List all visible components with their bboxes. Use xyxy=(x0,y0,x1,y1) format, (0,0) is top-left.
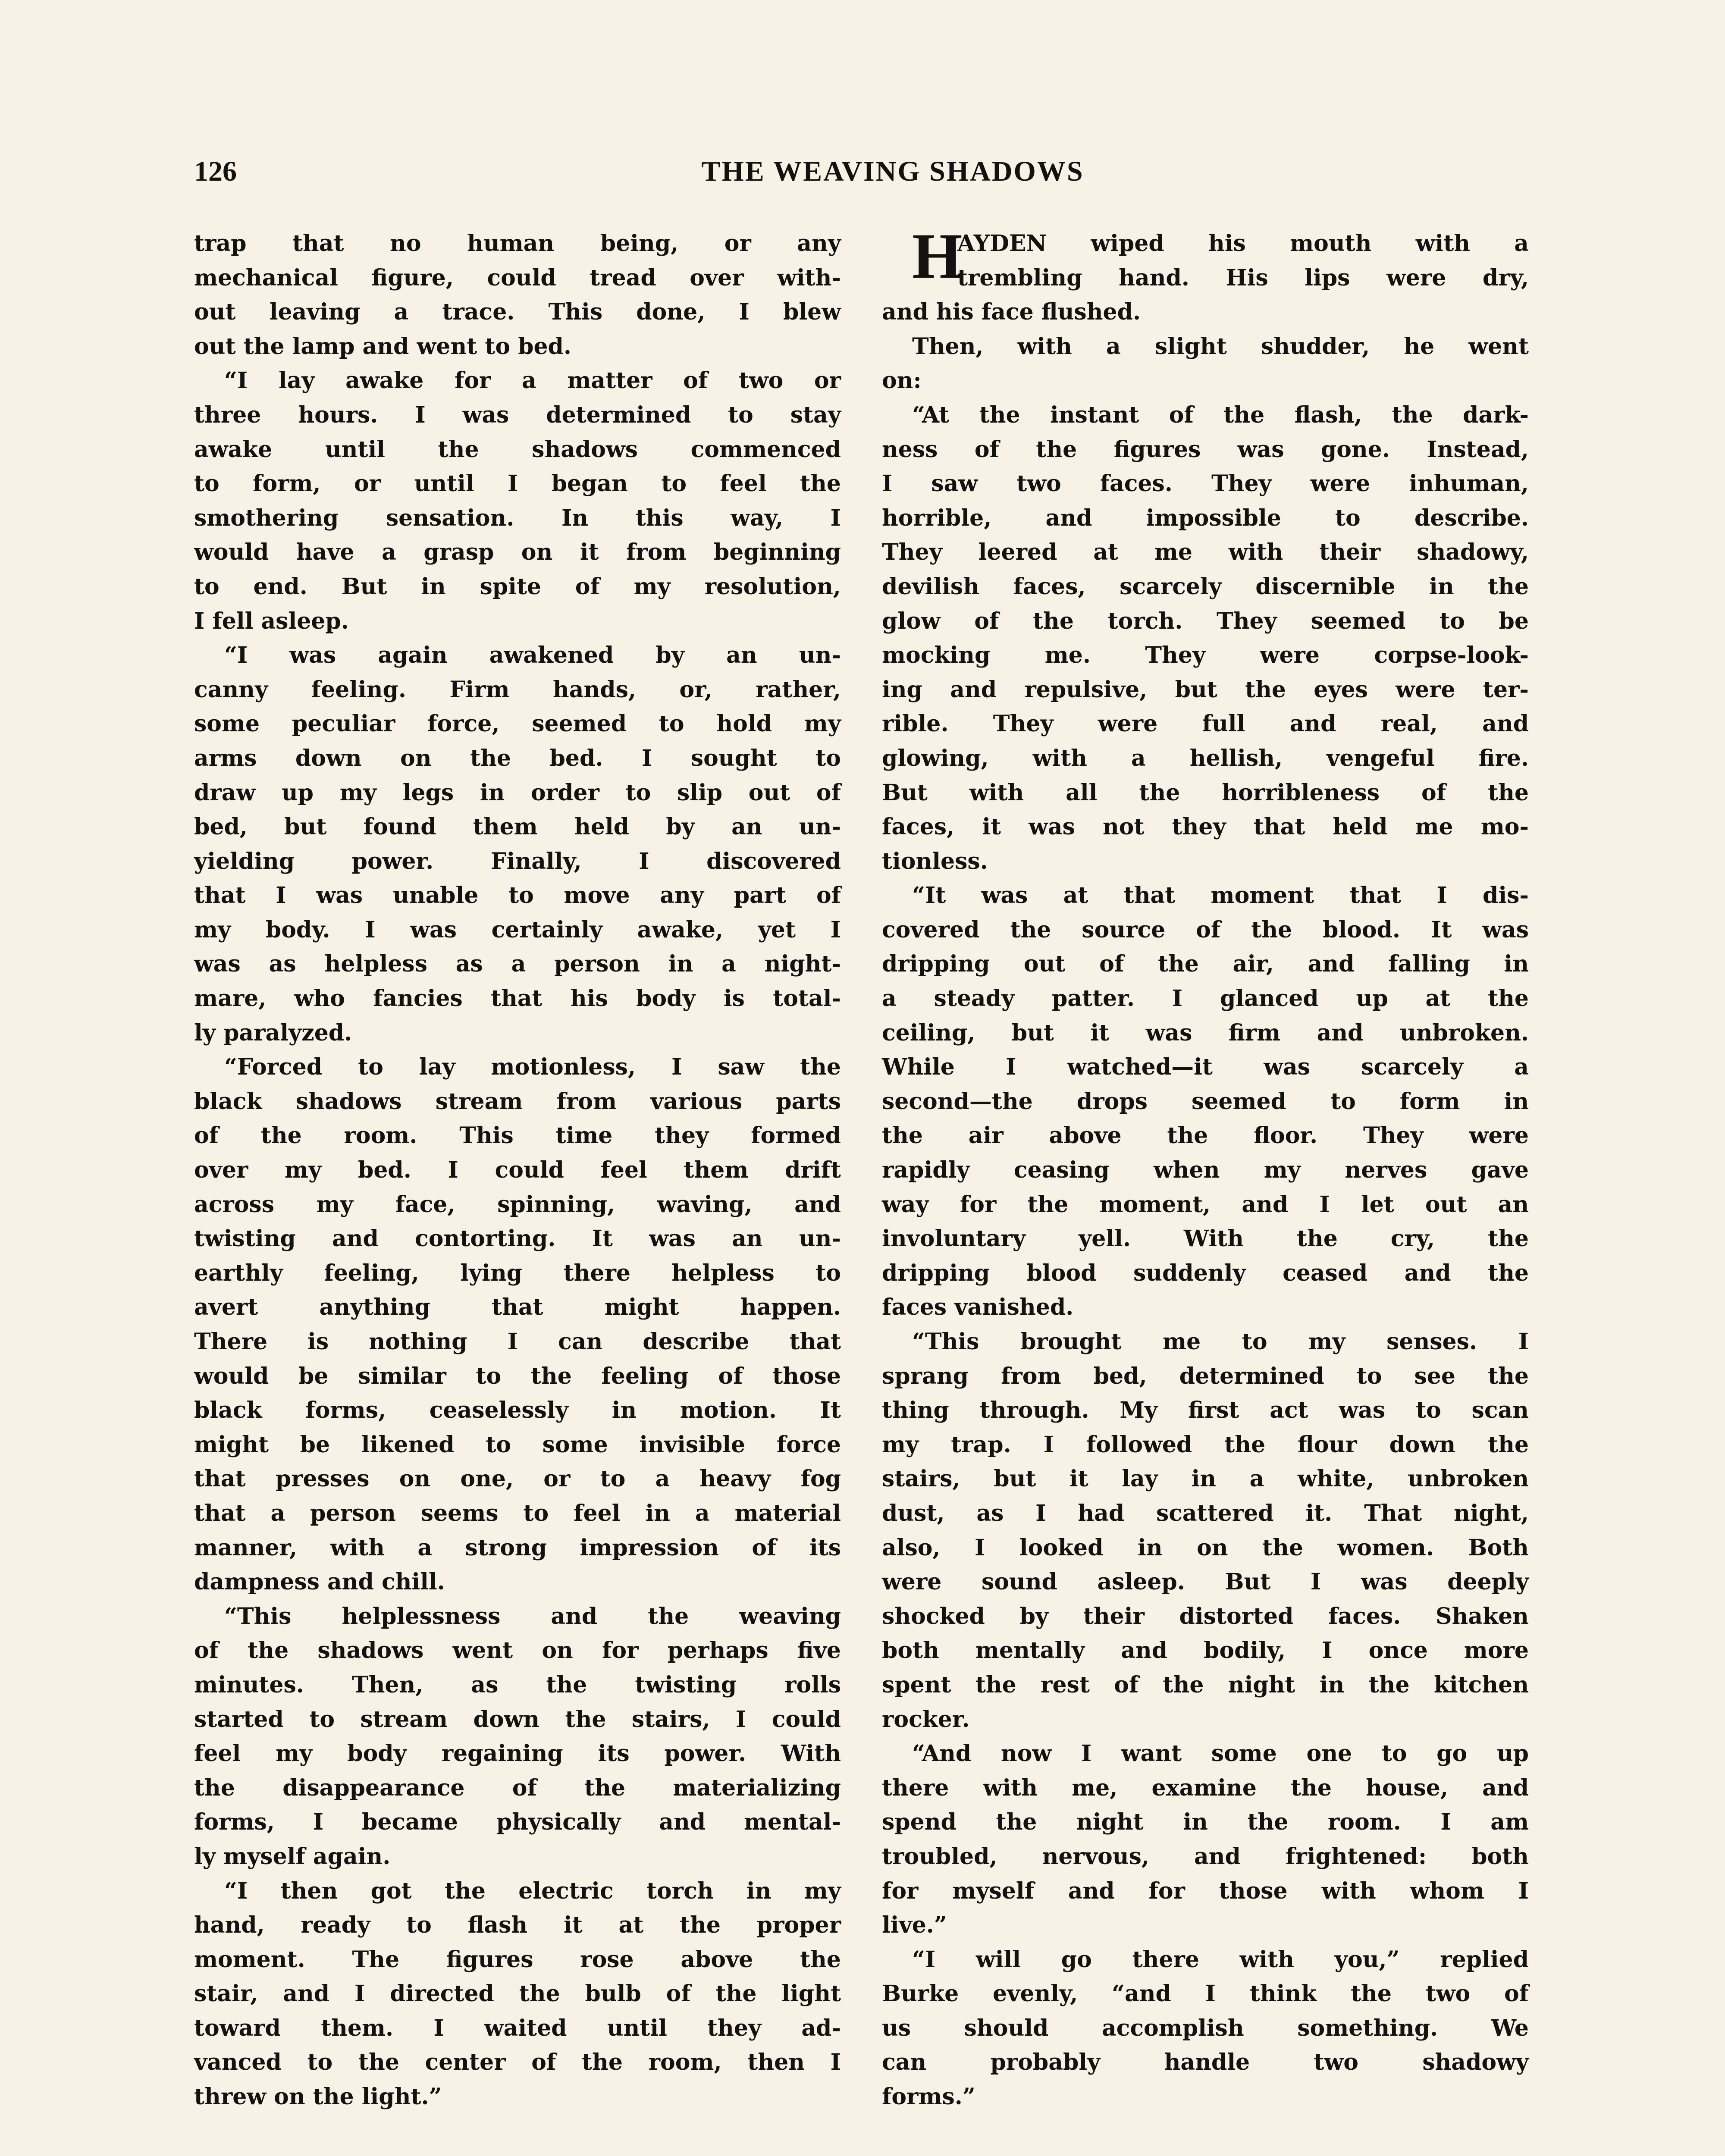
text-line: bed, but found them held by an un- xyxy=(194,814,841,840)
text-line: trap that no human being, or any xyxy=(194,230,841,257)
text-line: on: xyxy=(882,367,922,394)
text-line: way for the moment, and I let out an xyxy=(882,1191,1529,1218)
text-line: awake until the shadows commenced xyxy=(194,436,841,463)
text-line: was as helpless as a person in a night- xyxy=(194,951,841,978)
text-line: that a person seems to feel in a material xyxy=(194,1500,841,1526)
text-line: ing and repulsive, but the eyes were ter- xyxy=(882,676,1529,703)
paragraph xyxy=(882,329,1529,398)
text-line: for myself and for those with whom I xyxy=(882,1877,1529,1904)
text-line: While I watched—it was scarcely a xyxy=(882,1054,1529,1081)
text-line: my body. I was certainly awake, yet I xyxy=(194,916,841,943)
text-line: Burke evenly, “and I think the two of xyxy=(882,1981,1529,2007)
text-line: threw on the light.” xyxy=(194,2084,442,2110)
text-line: that I was unable to move any part of xyxy=(194,882,841,909)
right-text-column xyxy=(882,220,1529,2114)
text-line: AYDEN wiped his mouth with a xyxy=(957,230,1529,257)
paragraph xyxy=(194,226,841,364)
text-line: covered the source of the blood. It was xyxy=(882,916,1529,943)
text-line: of the shadows went on for perhaps five xyxy=(194,1637,841,1664)
text-line: both mentally and bodily, I once more xyxy=(882,1637,1529,1664)
text-line: ly myself again. xyxy=(194,1843,391,1870)
text-line: twisting and contorting. It was an un- xyxy=(194,1225,841,1252)
text-line: draw up my legs in order to slip out of xyxy=(194,779,841,806)
text-line: glowing, with a hellish, vengeful fire. xyxy=(882,745,1529,771)
text-line: toward them. I waited until they ad- xyxy=(194,2015,841,2041)
text-line: rocker. xyxy=(882,1706,970,1733)
text-line: three hours. I was determined to stay xyxy=(194,401,841,428)
text-line: “I was again awakened by an un- xyxy=(224,642,841,669)
text-line: dust, as I had scattered it. That night, xyxy=(882,1500,1529,1526)
text-line: across my face, spinning, waving, and xyxy=(194,1191,841,1218)
text-line: there with me, examine the house, and xyxy=(882,1774,1529,1801)
paragraph xyxy=(194,1599,841,1874)
text-line: that presses on one, or to a heavy fog xyxy=(194,1466,841,1492)
text-line: avert anything that might happen. xyxy=(194,1294,841,1321)
text-line: of the room. This time they formed xyxy=(194,1122,841,1149)
paragraph xyxy=(194,1050,841,1599)
text-line: forms.” xyxy=(882,2084,975,2110)
paragraph xyxy=(882,220,1529,329)
text-line: us should accomplish something. We xyxy=(882,2015,1529,2041)
text-line: ceiling, but it was firm and unbroken. xyxy=(882,1019,1529,1046)
text-line: to form, or until I began to feel the xyxy=(194,470,841,497)
text-line: They leered at me with their shadowy, xyxy=(882,539,1529,566)
text-line: I fell asleep. xyxy=(194,608,349,634)
text-line: out leaving a trace. This done, I blew xyxy=(194,299,841,326)
text-line: to end. But in spite of my resolution, xyxy=(194,573,841,600)
text-line: feel my body regaining its power. With xyxy=(194,1740,841,1767)
text-line: glow of the torch. They seemed to be xyxy=(882,608,1529,634)
text-line: tionless. xyxy=(882,848,988,874)
text-line: the air above the floor. They were xyxy=(882,1122,1529,1149)
text-line: thing through. My first act was to scan xyxy=(882,1397,1529,1424)
text-line: canny feeling. Firm hands, or, rather, xyxy=(194,676,841,703)
text-line: a steady patter. I glanced up at the xyxy=(882,985,1529,1012)
text-line: faces vanished. xyxy=(882,1294,1074,1321)
text-line: “At the instant of the flash, the dark- xyxy=(912,401,1529,428)
text-line: moment. The figures rose above the xyxy=(194,1946,841,1973)
text-line: stair, and I directed the bulb of the light xyxy=(194,1981,841,2007)
text-line: over my bed. I could feel them drift xyxy=(194,1157,841,1184)
text-line: arms down on the bed. I sought to xyxy=(194,745,841,771)
text-line: devilish faces, scarcely discernible in the xyxy=(882,573,1529,600)
text-line: can probably handle two shadowy xyxy=(882,2049,1529,2076)
text-line: “Forced to lay motionless, I saw the xyxy=(224,1054,841,1081)
text-line: shocked by their distorted faces. Shaken xyxy=(882,1603,1529,1630)
paragraph xyxy=(194,1874,841,2114)
text-line: ly paralyzed. xyxy=(194,1019,352,1046)
paragraph xyxy=(882,878,1529,1325)
text-line: and his face flushed. xyxy=(882,299,1141,326)
text-line: dampness and chill. xyxy=(194,1569,445,1595)
text-line: out the lamp and went to bed. xyxy=(194,333,572,360)
text-line: “I then got the electric torch in my xyxy=(224,1877,841,1904)
paragraph xyxy=(882,398,1529,878)
text-line: would be similar to the feeling of those xyxy=(194,1363,841,1389)
text-line: stairs, but it lay in a white, unbroken xyxy=(882,1466,1529,1492)
text-line: manner, with a strong impression of its xyxy=(194,1534,841,1561)
drop-cap: H xyxy=(912,220,963,292)
text-line: faces, it was not they that held me mo- xyxy=(882,814,1529,840)
text-line: some peculiar force, seemed to hold my xyxy=(194,711,841,737)
text-line: mare, who fancies that his body is total- xyxy=(194,985,841,1012)
text-line: “And now I want some one to go up xyxy=(912,1740,1529,1767)
text-line: were sound asleep. But I was deeply xyxy=(882,1569,1529,1595)
text-line: might be likened to some invisible force xyxy=(194,1431,841,1458)
text-line: But with all the horribleness of the xyxy=(882,779,1529,806)
text-line: rible. They were full and real, and xyxy=(882,711,1529,737)
text-line: black shadows stream from various parts xyxy=(194,1088,841,1115)
text-line: Then, with a slight shudder, he went xyxy=(912,333,1529,360)
text-line: ness of the figures was gone. Instead, xyxy=(882,436,1529,463)
paragraph xyxy=(882,1736,1529,1943)
text-line: “This helplessness and the weaving xyxy=(224,1603,841,1630)
text-line: yielding power. Finally, I discovered xyxy=(194,848,841,874)
text-line: mechanical figure, could tread over with- xyxy=(194,264,841,291)
text-line: troubled, nervous, and frightened: both xyxy=(882,1843,1529,1870)
text-line: live.” xyxy=(882,1912,947,1939)
text-line: sprang from bed, determined to see the xyxy=(882,1363,1529,1389)
text-line: also, I looked in on the women. Both xyxy=(882,1534,1529,1561)
text-line: trembling hand. His lips were dry, xyxy=(957,264,1529,291)
left-text-column xyxy=(194,226,841,2114)
paragraph xyxy=(194,364,841,638)
text-line: earthly feeling, lying there helpless to xyxy=(194,1260,841,1286)
text-line: “This brought me to my senses. I xyxy=(912,1329,1529,1355)
text-line: dripping blood suddenly ceased and the xyxy=(882,1260,1529,1286)
text-line: would have a grasp on it from beginning xyxy=(194,539,841,566)
text-line: “I will go there with you,” replied xyxy=(912,1946,1529,1973)
text-line: forms, I became physically and mental- xyxy=(194,1809,841,1836)
text-line: spend the night in the room. I am xyxy=(882,1809,1529,1836)
text-line: started to stream down the stairs, I could xyxy=(194,1706,841,1733)
paragraph xyxy=(882,1943,1529,2114)
text-line: black forms, ceaselessly in motion. It xyxy=(194,1397,841,1424)
text-line: spent the rest of the night in the kitchen xyxy=(882,1671,1529,1698)
text-line: second—the drops seemed to form in xyxy=(882,1088,1529,1115)
text-line: “It was at that moment that I dis- xyxy=(912,882,1529,909)
text-line: the disappearance of the materializing xyxy=(194,1774,841,1801)
page-number: 126 xyxy=(194,156,237,187)
text-line: hand, ready to flash it at the proper xyxy=(194,1912,841,1939)
text-line: my trap. I followed the flour down the xyxy=(882,1431,1529,1458)
text-line: smothering sensation. In this way, I xyxy=(194,505,841,531)
text-line: minutes. Then, as the twisting rolls xyxy=(194,1671,841,1698)
running-head: THE WEAVING SHADOWS xyxy=(701,156,1084,187)
text-line: dripping out of the air, and falling in xyxy=(882,951,1529,978)
text-line: I saw two faces. They were inhuman, xyxy=(882,470,1529,497)
text-line: mocking me. They were corpse-look- xyxy=(882,642,1529,669)
text-line: There is nothing I can describe that xyxy=(194,1329,841,1355)
text-line: “I lay awake for a matter of two or xyxy=(224,367,841,394)
text-line: vanced to the center of the room, then I xyxy=(194,2049,841,2076)
text-line: involuntary yell. With the cry, the xyxy=(882,1225,1529,1252)
paragraph xyxy=(194,638,841,1050)
text-line: rapidly ceasing when my nerves gave xyxy=(882,1157,1529,1184)
paragraph xyxy=(882,1325,1529,1736)
text-line: horrible, and impossible to describe. xyxy=(882,505,1529,531)
